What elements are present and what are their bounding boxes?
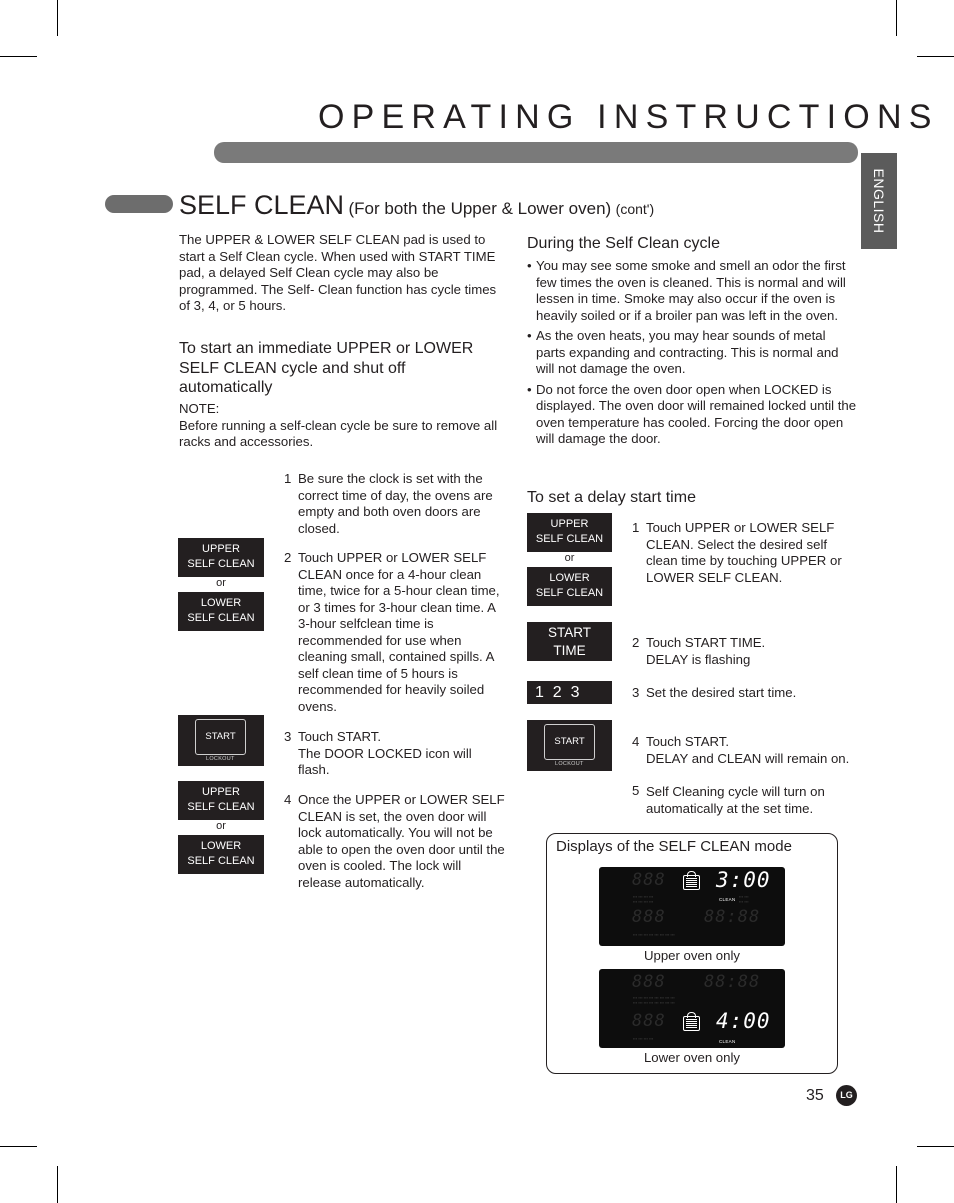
section-cont: (cont') bbox=[615, 201, 655, 217]
pad-label: LOWER bbox=[200, 840, 242, 852]
title-bar bbox=[214, 142, 858, 163]
lockout-label: LOCKOUT bbox=[555, 761, 584, 767]
clean-indicator: CLEAN bbox=[719, 897, 736, 902]
start-pad[interactable] bbox=[527, 720, 612, 771]
section-heading bbox=[179, 190, 654, 221]
pad-label: UPPER bbox=[202, 786, 240, 798]
step-number: 4 bbox=[632, 734, 640, 749]
step-text bbox=[646, 734, 858, 767]
lock-icon bbox=[683, 1016, 700, 1031]
step-text bbox=[646, 635, 854, 668]
step-number: 2 bbox=[632, 635, 640, 650]
upper-oven-caption: Upper oven only bbox=[643, 948, 741, 963]
step-text: Self Cleaning cycle will turn on automatically at the set time. bbox=[646, 784, 825, 816]
step-text-line: DELAY is flashing bbox=[646, 651, 751, 667]
step-text: Touch UPPER or LOWER SELF CLEAN once for a 4-hour clean time, twice for a 5-hour clean time, or 3 times for 3-hour clean time. A 3-hour selfclean time is recommended for use when cleaning small, contained spills. A self clean time of 5 hours is recommended for heavily soiled ovens. bbox=[298, 550, 500, 714]
lock-icon bbox=[683, 875, 700, 890]
during-bullets bbox=[527, 258, 857, 452]
step-number: 4 bbox=[284, 792, 292, 807]
pad-label: START bbox=[547, 625, 591, 640]
step-number: 3 bbox=[632, 685, 640, 700]
pad-label: TIME bbox=[553, 643, 586, 658]
pad-label: SELF CLEAN bbox=[187, 854, 255, 867]
step-number: 1 bbox=[632, 520, 640, 535]
pad-label: LOWER bbox=[549, 572, 590, 584]
step-text: Touch UPPER or LOWER SELF CLEAN. Select the desired self clean time by touching UPPER or LOWER SELF CLEAN. bbox=[646, 520, 842, 585]
upper-oven-display: 888 3:00 CLEAN ▪▪▪ ▪▪▪ ▪▪▪ ▪▪▪ ▪▪▪ ▪▪▪ ▪▪▪ ▪▪▪ ▪▪▪ ▪▪▪ ▪▪▪ ▪▪▪ 888 88:88 ▪▪▪ ▪▪▪ ▪▪▪ ▪▪▪ ▪▪▪ ▪▪▪ ▪▪▪ ▪▪▪ bbox=[599, 867, 785, 946]
step-text-line: Touch START TIME. bbox=[646, 635, 766, 650]
section-marker bbox=[105, 195, 173, 213]
pad-label: SELF CLEAN bbox=[187, 611, 255, 624]
bullet-item: • You may see some smoke and smell an odor the first few times the oven is cleaned. This is normal and will lessen in time. Smoke may also occur if the oven is heavily soiled or if a broiler pan was left in the oven. bbox=[527, 258, 857, 324]
or-label: or bbox=[564, 552, 575, 564]
display-time: 4:00 bbox=[716, 1009, 771, 1033]
step-text-line: DELAY and CLEAN will remain on. bbox=[646, 750, 850, 766]
upper-self-clean-pad[interactable] bbox=[178, 538, 264, 577]
intro-paragraph: The UPPER & LOWER SELF CLEAN pad is used to start a Self Clean cycle. When used with START TIME pad, a delayed Self Clean cycle may also be programmed. The Self- Clean function has cycle times of 3, 4, or 5 hours. bbox=[179, 232, 497, 313]
crop-mark bbox=[0, 1146, 37, 1147]
pad-label: SELF CLEAN bbox=[535, 532, 604, 545]
pad-label: SELF CLEAN bbox=[187, 557, 255, 570]
note-text: Before running a self-clean cycle be sure to remove all racks and accessories. bbox=[179, 417, 498, 449]
upper-self-clean-pad[interactable] bbox=[178, 781, 264, 820]
step-text: Set the desired start time. bbox=[646, 685, 797, 700]
step-text-line: The DOOR LOCKED icon will flash. bbox=[298, 745, 472, 777]
pad-label: UPPER bbox=[202, 543, 240, 555]
number-pad[interactable]: 1 2 3 bbox=[527, 681, 612, 704]
section-subtitle: (For both the Upper & Lower oven) bbox=[348, 199, 612, 218]
note bbox=[179, 401, 499, 451]
note-label: NOTE: bbox=[179, 401, 220, 416]
language-tab bbox=[861, 153, 897, 249]
start-time-pad[interactable] bbox=[527, 622, 612, 661]
lower-oven-caption: Lower oven only bbox=[643, 1050, 741, 1065]
display-time: 3:00 bbox=[716, 868, 771, 892]
lockout-label: LOCKOUT bbox=[206, 756, 235, 762]
clean-indicator: CLEAN bbox=[719, 1039, 736, 1044]
crop-mark bbox=[917, 1146, 954, 1147]
or-label: or bbox=[216, 577, 226, 589]
crop-mark bbox=[57, 0, 58, 36]
step-text-line: Touch START. bbox=[646, 734, 730, 749]
crop-mark bbox=[57, 1166, 58, 1203]
upper-self-clean-pad[interactable] bbox=[527, 513, 612, 552]
step-number: 2 bbox=[284, 550, 292, 565]
pad-label: SELF CLEAN bbox=[187, 800, 255, 813]
displays-heading: Displays of the SELF CLEAN mode bbox=[556, 838, 792, 855]
pad-label: LOWER bbox=[200, 597, 242, 609]
crop-mark bbox=[896, 0, 897, 36]
page-title: OPERATING INSTRUCTIONS bbox=[318, 98, 939, 136]
lower-self-clean-pad[interactable] bbox=[527, 567, 612, 606]
step-text: Once the UPPER or LOWER SELF CLEAN is set, the oven door will lock automatically. You will not be able to open the oven door until the oven is cooled. The lock will release automatically. bbox=[298, 792, 505, 890]
pad-label: UPPER bbox=[550, 518, 589, 530]
section-title: SELF CLEAN bbox=[179, 190, 345, 220]
lg-logo: LG bbox=[836, 1085, 857, 1106]
start-label: START bbox=[195, 719, 246, 755]
step-number: 5 bbox=[632, 783, 640, 798]
lower-oven-display: 888 88:88 ▪▪▪ ▪▪▪ ▪▪▪ ▪▪▪ ▪▪▪ ▪▪▪ ▪▪▪ ▪▪▪ ▪▪▪ ▪▪▪ ▪▪▪ ▪▪▪ ▪▪▪ ▪▪▪ ▪▪▪ ▪▪▪ 888 4:00 CLEAN ▪▪▪ ▪▪▪ ▪▪▪ ▪▪▪ bbox=[599, 969, 785, 1048]
or-label: or bbox=[216, 820, 226, 832]
start-label: START bbox=[544, 724, 595, 760]
start-pad[interactable] bbox=[178, 715, 264, 766]
crop-mark bbox=[917, 56, 954, 57]
pad-label: SELF CLEAN bbox=[535, 586, 604, 599]
step-text: Be sure the clock is set with the correct time of day, the ovens are empty and both oven doors are closed. bbox=[298, 471, 493, 536]
lower-self-clean-pad[interactable] bbox=[178, 592, 264, 631]
step-text-line: Touch START. bbox=[298, 729, 382, 744]
lower-self-clean-pad[interactable] bbox=[178, 835, 264, 874]
step-text bbox=[298, 729, 498, 779]
during-heading: During the Self Clean cycle bbox=[527, 235, 720, 252]
bullet-item: • Do not force the oven door open when LOCKED is displayed. The oven door will remained locked until the oven temperature has cooled. Forcing the door open will damage the door. bbox=[527, 382, 857, 448]
crop-mark bbox=[0, 56, 37, 57]
crop-mark bbox=[896, 1166, 897, 1203]
step-number: 3 bbox=[284, 729, 292, 744]
language-tab-label: ENGLISH bbox=[871, 168, 887, 234]
bullet-item: • As the oven heats, you may hear sounds of metal parts expanding and contracting. This is normal and will not damage the oven. bbox=[527, 328, 857, 378]
immediate-subhead: To start an immediate UPPER or LOWER SELF CLEAN cycle and shut off automatically bbox=[179, 340, 474, 396]
step-number: 1 bbox=[284, 471, 292, 486]
page-number: 35 bbox=[806, 1087, 824, 1104]
delay-heading: To set a delay start time bbox=[527, 489, 696, 506]
